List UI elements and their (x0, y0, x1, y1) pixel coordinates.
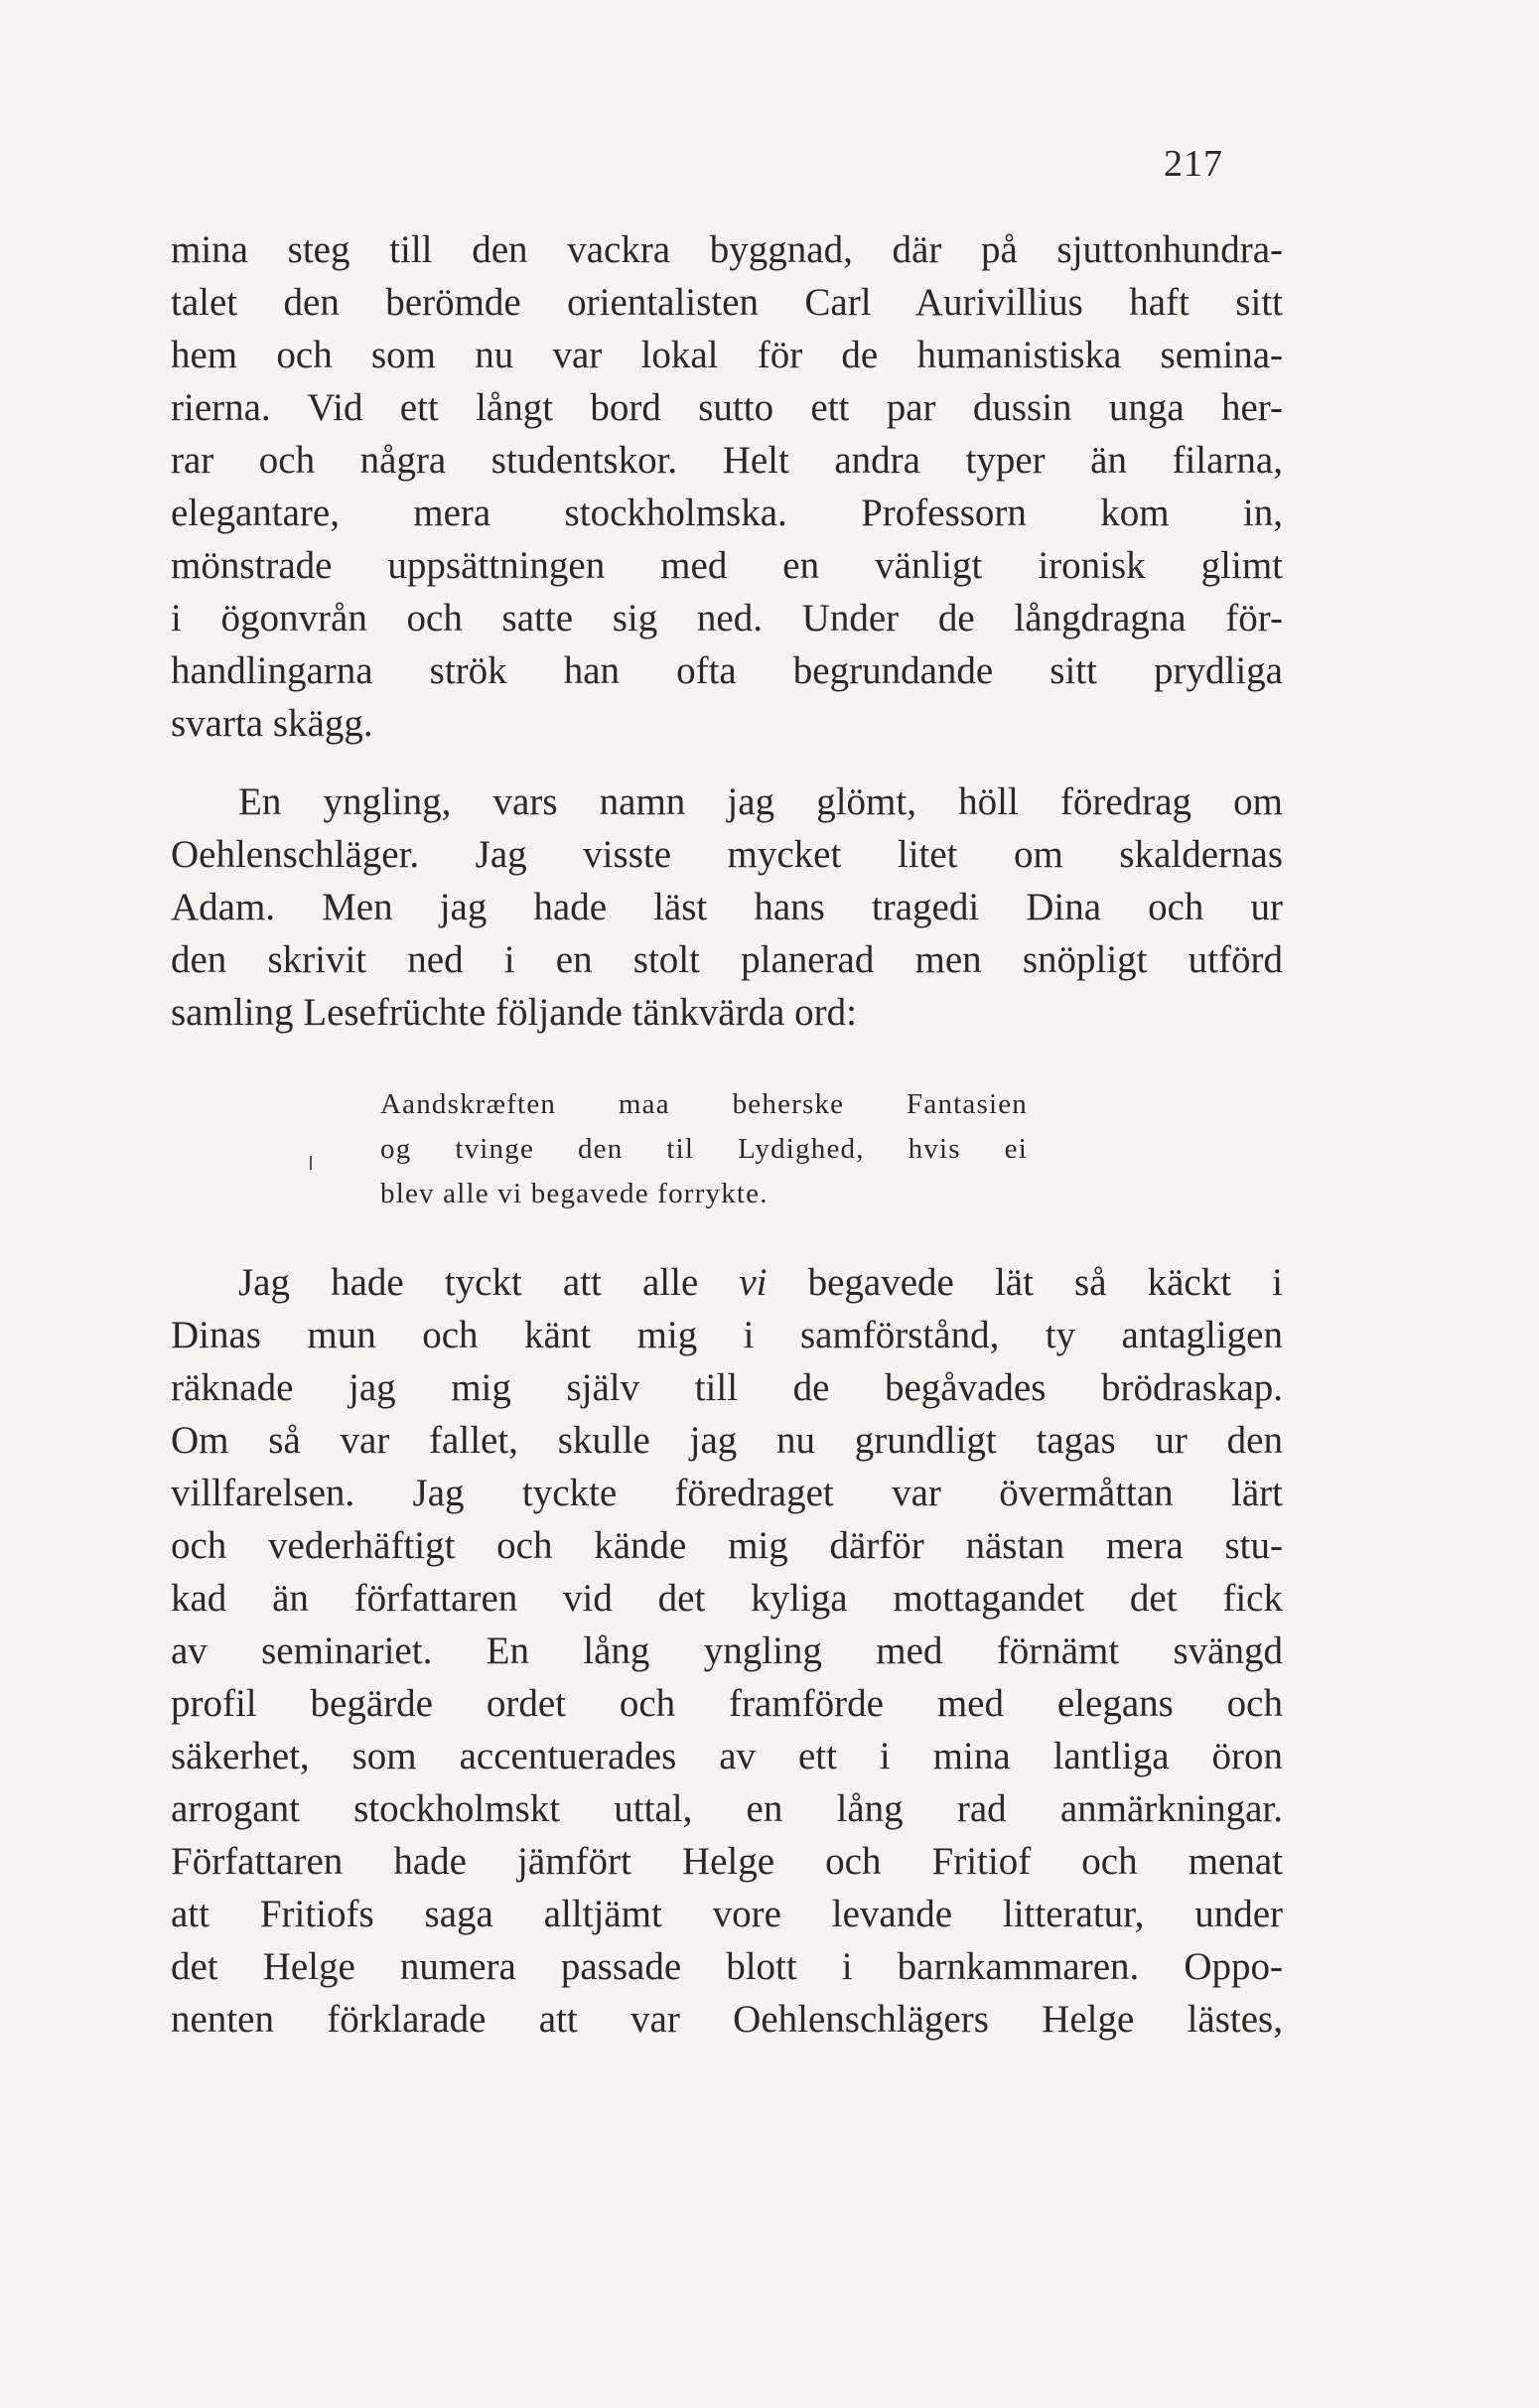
paragraph-2 (171, 776, 1283, 1039)
emphasis-word: vi (739, 1261, 768, 1304)
text-line: av seminariet. En lång yngling med förnämt svängd (171, 1629, 1283, 1672)
text-line: Dinas mun och känt mig i samförstånd, ty antagligen (171, 1314, 1283, 1356)
text-line: profil begärde ordet och framförde med elegans och (171, 1682, 1283, 1725)
quote-line: Aandskræften maa beherske Fantasien (380, 1088, 1028, 1120)
text-line: rar och några studentskor. Helt andra typer än filarna, (171, 439, 1283, 482)
text-line: räknade jag mig själv till de begåvades brödraskap. (171, 1366, 1283, 1409)
text-line: säkerhet, som accentuerades av ett i mina lantliga öron (171, 1735, 1283, 1777)
text-line: villfarelsen. Jag tyckte föredraget var övermåttan lärt (171, 1472, 1283, 1514)
text-line: mönstrade uppsättningen med en vänligt ironisk glimt (171, 544, 1283, 587)
text-line: att Fritiofs saga alltjämt vore levande litteratur, under (171, 1893, 1283, 1935)
text-line: En yngling, vars namn jag glömt, höll föredrag om (238, 780, 1283, 823)
text-line: rierna. Vid ett långt bord sutto ett par dussin unga her- (171, 386, 1283, 429)
text-fragment: begavede lät så käckt i (767, 1261, 1283, 1304)
text-line (171, 1256, 1283, 1309)
text-line: talet den berömde orientalisten Carl Aurivillius haft sitt (171, 281, 1283, 324)
text-line: Adam. Men jag hade läst hans tragedi Dina och ur (171, 886, 1283, 928)
text-line: Författaren hade jämfört Helge och Fritiof och menat (171, 1840, 1283, 1883)
text-line: mina steg till den vackra byggnad, där på sjuttonhundra- (171, 228, 1283, 271)
page-number: 217 (1164, 143, 1223, 185)
text-line: Oehlenschläger. Jag visste mycket litet om skaldernas (171, 833, 1283, 876)
block-quote (380, 1082, 1028, 1216)
quote-line: og tvinge den til Lydighed, hvis ei (380, 1133, 1028, 1165)
text-line: elegantare, mera stockholmska. Professorn kom in, (171, 492, 1283, 534)
text-line: svarta skägg. (171, 702, 373, 745)
text-line: nenten förklarade att var Oehlenschlägers Helge lästes, (171, 1998, 1283, 2041)
text-line: handlingarna strök han ofta begrundande sitt prydliga (171, 649, 1283, 692)
text-line: den skrivit ned i en stolt planerad men snöpligt utförd (171, 938, 1283, 981)
text-line: samling Lesefrüchte följande tänkvärda ord: (171, 991, 857, 1034)
text-line: det Helge numera passade blott i barnkammaren. Oppo- (171, 1945, 1283, 1988)
margin-mark (310, 1156, 312, 1170)
text-line: och vederhäftigt och kände mig därför nästan mera stu- (171, 1524, 1283, 1567)
text-fragment: Jag hade tyckt att alle (238, 1261, 740, 1304)
paragraph-1 (171, 223, 1283, 750)
paragraph-3 (171, 1256, 1283, 2046)
text-line: kad än författaren vid det kyliga mottagandet det fick (171, 1577, 1283, 1620)
quote-line: blev alle vi begavede forrykte. (380, 1178, 769, 1209)
text-line: arrogant stockholmskt uttal, en lång rad anmärkningar. (171, 1787, 1283, 1830)
text-line: Om så var fallet, skulle jag nu grundligt tagas ur den (171, 1419, 1283, 1462)
text-line: i ögonvrån och satte sig ned. Under de långdragna för- (171, 597, 1283, 639)
text-line: hem och som nu var lokal för de humanistiska semina- (171, 334, 1283, 376)
